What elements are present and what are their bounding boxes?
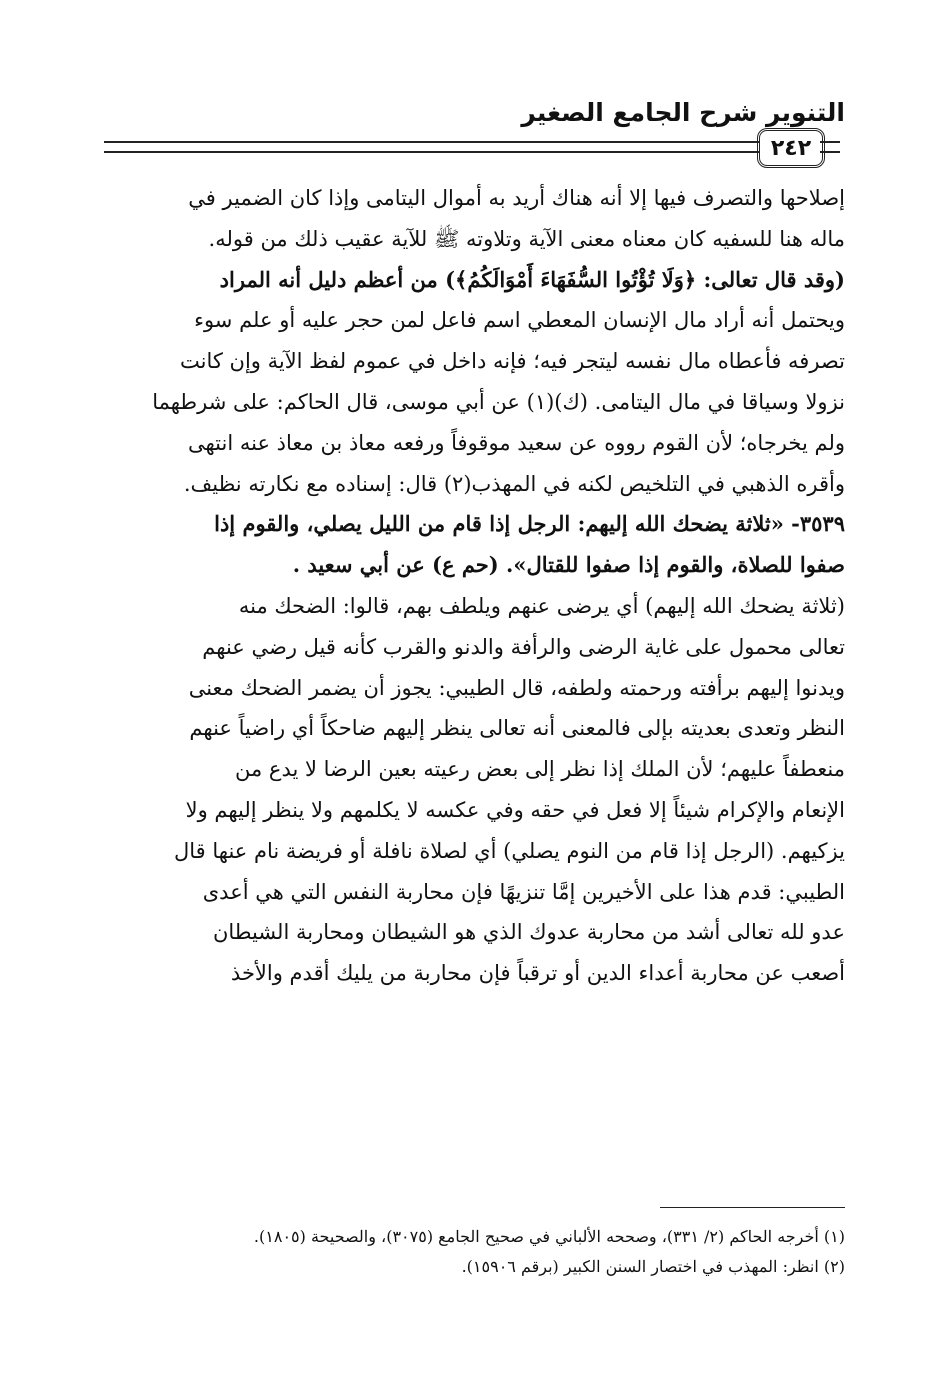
text-line: تصرفه فأعطاه مال نفسه ليتجر فيه؛ فإنه داخل في عموم لفظ الآية وإن كانت — [179, 349, 845, 374]
text-line: يزكيهم. (الرجل إذا قام من النوم يصلي) أي لصلاة نافلة أو فريضة نام عنها قال — [174, 838, 845, 863]
page-number: ٢٤٢ — [757, 128, 825, 168]
text-line: أصعب عن محاربة أعداء الدين أو ترقباً فإن محاربة من يليك أقدم والأخذ — [230, 961, 845, 986]
text-line: ويدنوا إليهم برأفته ورحمته ولطفه، قال الطيبي: يجوز أن يضمر الضحك معنى — [188, 675, 845, 700]
footnote-separator — [660, 1207, 845, 1208]
hadith-line: ٣٥٣٩- «ثلاثة يضحك الله إليهم: الرجل إذا قام من الليل يصلي، والقوم إذا — [214, 511, 845, 537]
text-line: إصلاحها والتصرف فيها إلا أنه هناك أريد به أموال اليتامى وإذا كان الضمير في — [188, 186, 845, 210]
text-line: عدو لله تعالى أشد من محاربة عدوك الذي هو الشيطان ومحاربة الشيطان — [212, 920, 845, 945]
text-line: نزولا وسياقا في مال اليتامى. (ك)(١) عن أبي موسى، قال الحاكم: على شرطهما — [152, 389, 845, 414]
hadith-line: صفوا للصلاة، والقوم إذا صفوا للقتال». (حم ع) عن أبي سعيد . — [292, 552, 845, 578]
text-line: تعالى محمول على غاية الرضى والرأفة والدنو والقرب كأنه قيل رضي عنهم — [202, 634, 845, 659]
text-line: النظر وتعدى بعديته بإلى فالمعنى أنه تعالى ينظر إليهم ضاحكاً أي راضياً عنهم — [189, 716, 845, 741]
text-line: منعطفاً عليهم؛ لأن الملك إذا نظر إلى بعض رعيته بعين الرضا لا يدع من — [235, 757, 845, 782]
text-line: (ثلاثة يضحك الله إليهم) أي يرضى عنهم ويلطف بهم، قالوا: الضحك منه — [238, 593, 845, 618]
footnote-1: (١) أخرجه الحاكم (٢/ ٣٣١)، وصححه الألباني في صحيح الجامع (٣٠٧٥)، والصحيحة (١٨٠٥). — [253, 1227, 845, 1246]
running-header-title: التنوير شرح الجامع الصغير — [521, 98, 845, 127]
text-line: الإنعام والإكرام شيئاً إلا فعل في حقه وفي عكسه لا يكلمهم ولا ينظر إليهم ولا — [185, 797, 845, 822]
text-line: (وقد قال تعالى: ﴿وَلَا تُؤْتُوا السُّفَهَاءَ أَمْوَالَكُمُ﴾) من أعظم دليل أنه المراد — [219, 266, 845, 292]
footnote-2: (٢) انظر: المهذب في اختصار السنن الكبير (برقم ١٥٩٠٦). — [461, 1257, 845, 1276]
text-line: الطيبي: قدم هذا على الأخيرين إمَّا تنزيهًا فإن محاربة النفس التي هي أعدى — [202, 879, 845, 904]
header-double-rule — [104, 141, 760, 153]
text-line: ويحتمل أنه أراد مال الإنسان المعطي اسم فاعل لمن حجر عليه أو علم سوء — [194, 308, 845, 333]
main-text — [100, 178, 845, 994]
footnotes — [100, 1222, 845, 1282]
text-line: ولم يخرجاه؛ لأن القوم رووه عن سعيد موقوفاً ورفعه معاذ بن معاذ عنه انتهى — [187, 430, 845, 455]
text-line: وأقره الذهبي في التلخيص لكنه في المهذب(٢) قال: إسناده مع نكارته نظيف. — [183, 471, 845, 496]
text-line: ماله هنا للسفيه كان معناه معنى الآية وتلاوته ﷺ للآية عقيب ذلك من قوله. — [208, 226, 845, 251]
